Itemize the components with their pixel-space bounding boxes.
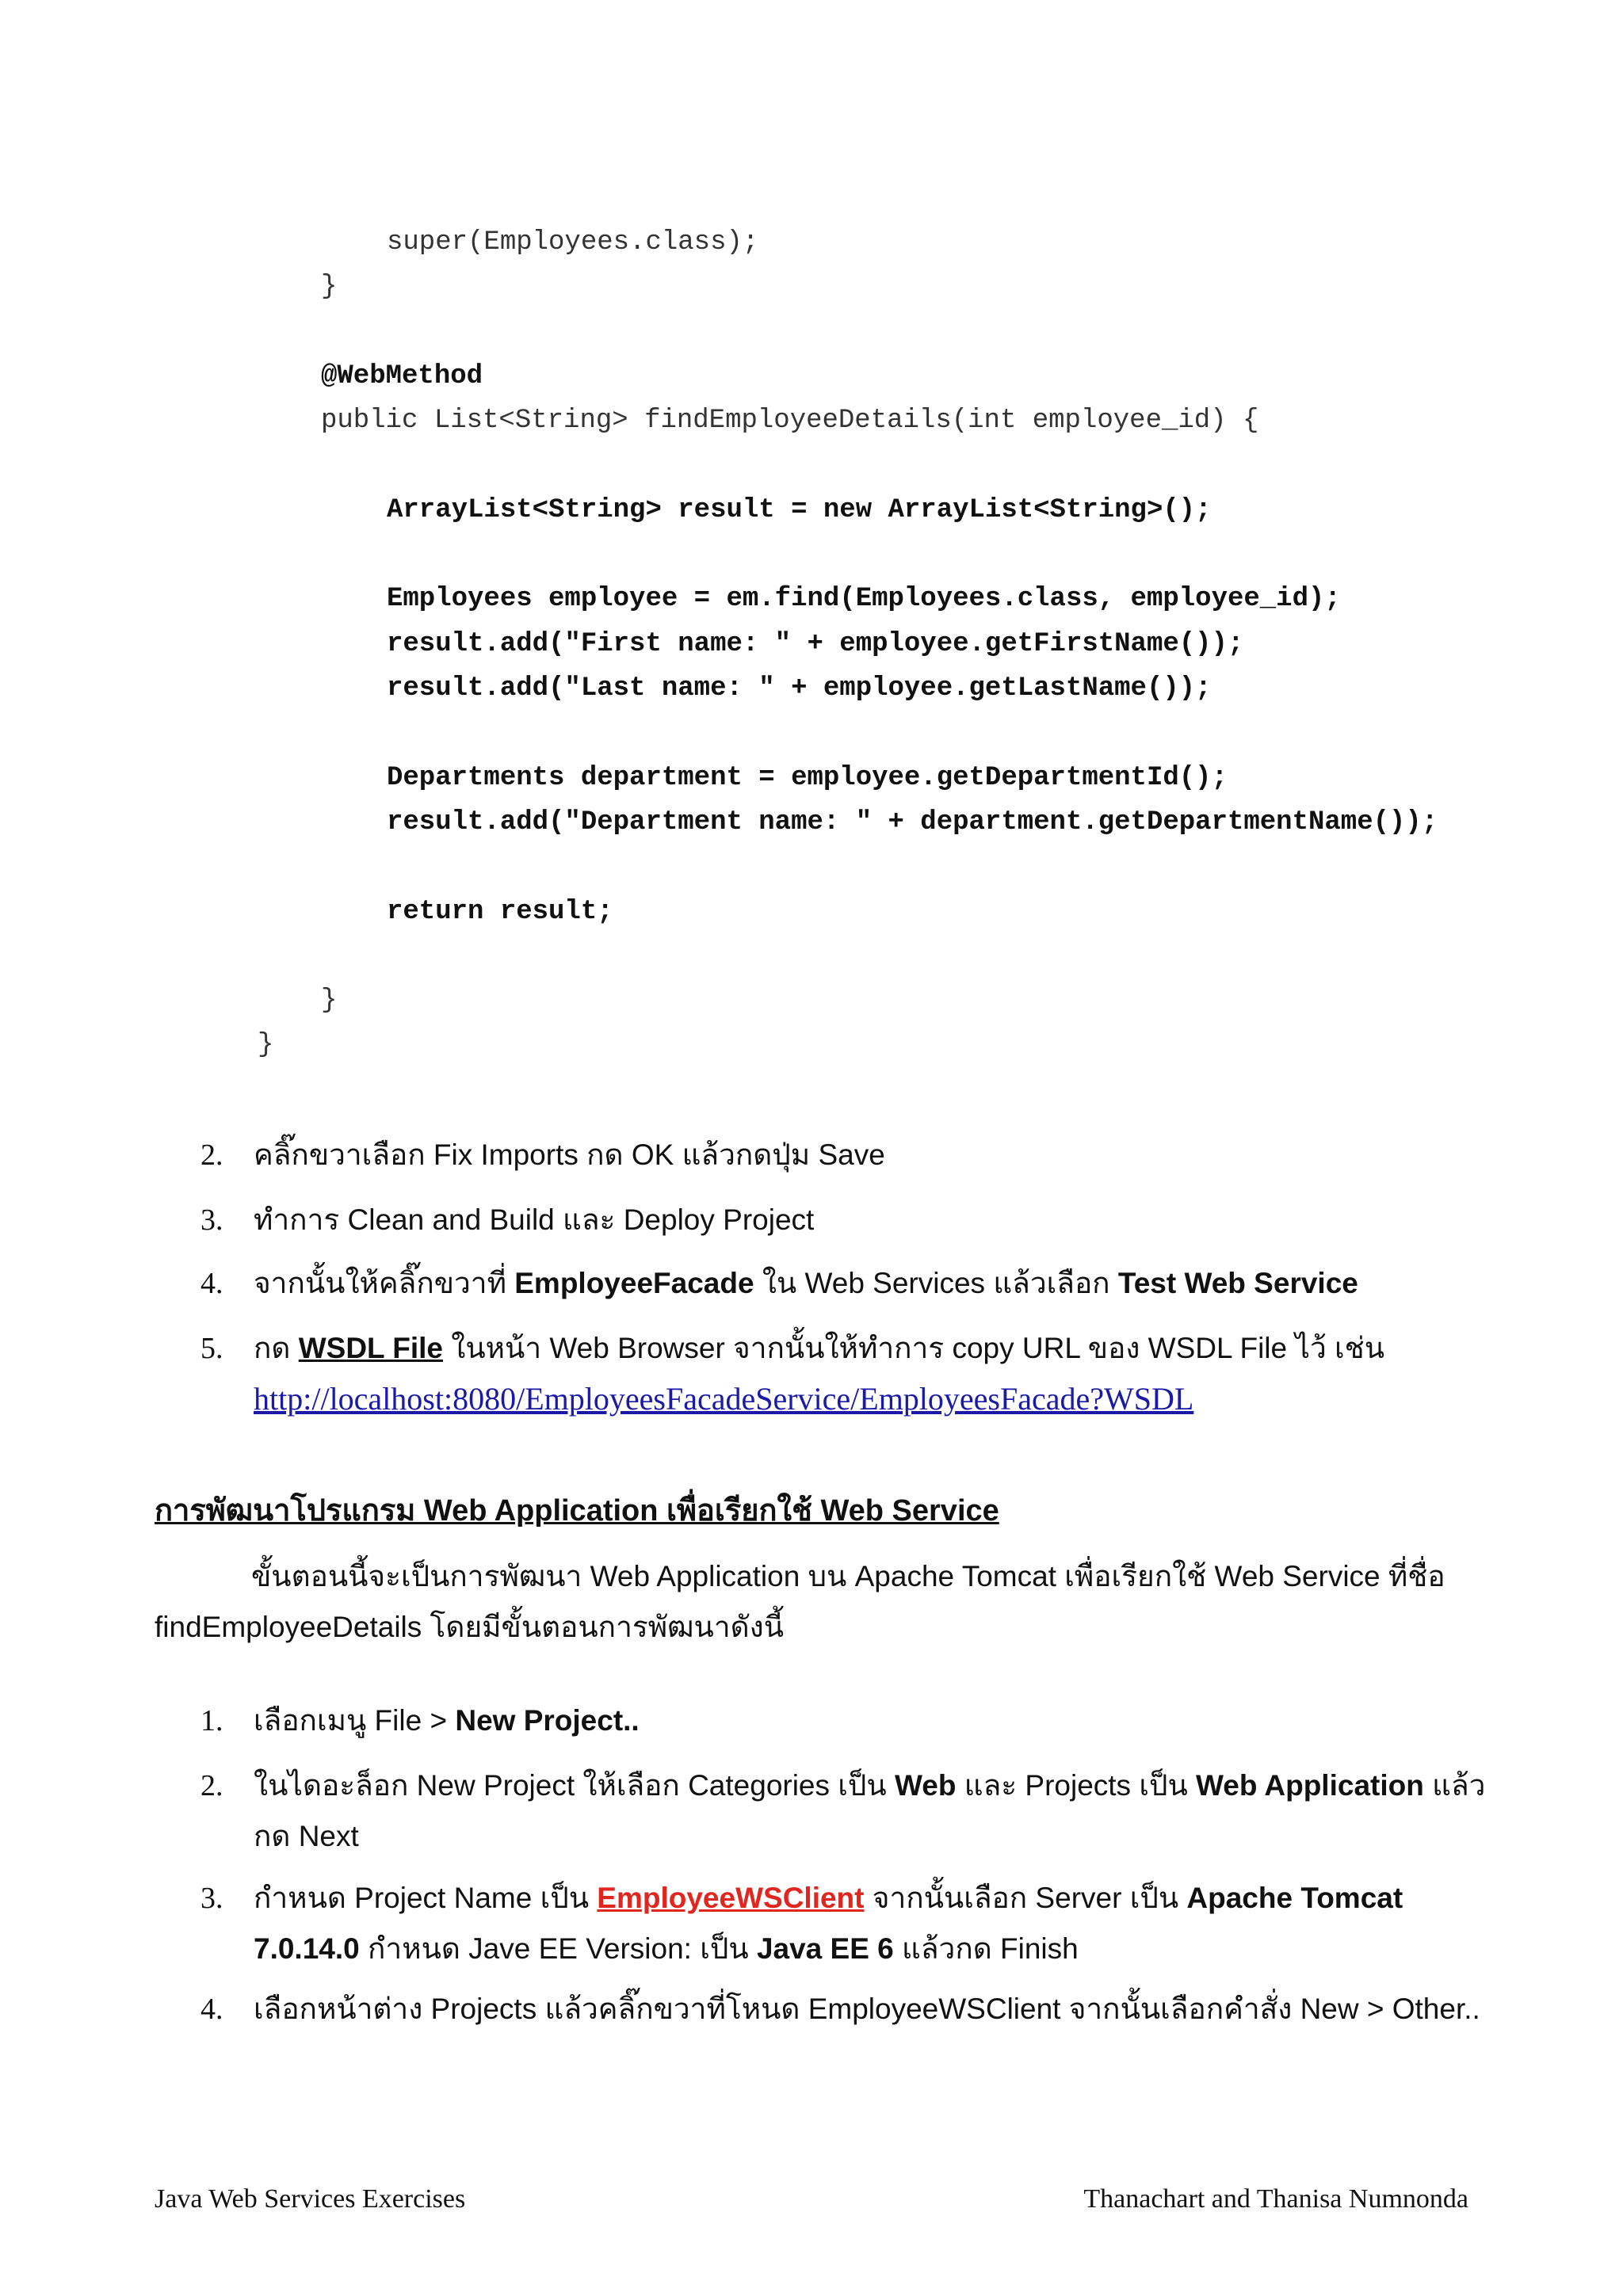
code-line: result.add("Last name: " + employee.getLastName()); — [387, 673, 1212, 704]
text-run: และ Projects เป็น — [956, 1769, 1197, 1802]
text-run: Web Application — [1196, 1769, 1424, 1802]
list-text — [254, 1258, 1506, 1309]
list-text — [254, 1984, 1506, 2035]
intro-line-1: ขั้นตอนนี้จะเป็นการพัฒนา Web Application บน Apache Tomcat เพื่อเรียกใช้ Web Service ที่ชื่อ — [251, 1560, 1445, 1592]
text-run: ในหน้า Web Browser จากนั้นให้ทำการ copy URL ของ WSDL File ไว้ เช่น — [443, 1332, 1385, 1364]
code-line: result.add("Department name: " + department.getDepartmentName()); — [387, 807, 1438, 837]
code-line: return result; — [387, 896, 613, 927]
text-run: จากนั้นให้คลิ๊กขวาที่ — [254, 1267, 515, 1299]
list-text — [254, 1130, 1506, 1180]
text-run: New Project.. — [455, 1704, 640, 1737]
list-text — [254, 1873, 1506, 1974]
list-number: 4. — [200, 1267, 223, 1300]
text-run: EmployeeWSClient — [597, 1882, 865, 1914]
wsdl-link[interactable]: http://localhost:8080/EmployeesFacadeService/EmployeesFacade?WSDL — [254, 1381, 1194, 1417]
list-text — [254, 1323, 1506, 1425]
code-line: } — [321, 986, 338, 1016]
list-number: 2. — [200, 1769, 223, 1802]
code-line: @WebMethod — [321, 360, 483, 391]
code-line: Employees employee = em.find(Employees.class, employee_id); — [387, 584, 1341, 615]
text-run: Apache Tomcat — [1186, 1882, 1403, 1914]
text-run: แล้ว — [1423, 1769, 1486, 1802]
list-number: 3. — [200, 1882, 223, 1915]
text-run: เลือกเมนู File > — [254, 1704, 456, 1737]
text-run: Web — [895, 1769, 957, 1802]
code-line: } — [258, 1030, 274, 1061]
footer-left: Java Web Services Exercises — [155, 2184, 466, 2214]
text-run: กำหนด Jave EE Version: เป็น — [359, 1932, 757, 1965]
text-run: ทำการ Clean and Build และ Deploy Project — [254, 1203, 815, 1236]
text-run: กด — [254, 1332, 299, 1364]
text-run: ในไดอะล็อก New Project ให้เลือก Categories เป็น — [254, 1769, 895, 1802]
text-run: 7.0.14.0 — [254, 1932, 360, 1965]
list-text — [254, 1195, 1506, 1245]
text-run: Test Web Service — [1117, 1267, 1358, 1299]
intro-paragraph — [155, 1551, 1502, 1653]
text-run: Java EE 6 — [756, 1932, 894, 1965]
intro-line-2: findEmployeeDetails โดยมีขั้นตอนการพัฒนาดังนี้ — [155, 1611, 784, 1643]
text-run: แล้วกด Finish — [893, 1932, 1079, 1965]
list-number: 4. — [200, 1993, 223, 2026]
text-run: WSDL File — [298, 1332, 443, 1364]
text-run: กำหนด Project Name เป็น — [254, 1882, 598, 1914]
list-number: 1. — [200, 1704, 223, 1737]
text-run: คลิ๊กขวาเลือก Fix Imports กด OK แล้วกดปุ่ม Save — [254, 1138, 885, 1171]
list-number: 5. — [200, 1332, 223, 1365]
text-run: กด Next — [254, 1820, 359, 1852]
text-run: ใน Web Services แล้วเลือก — [754, 1267, 1118, 1299]
text-run: EmployeeFacade — [514, 1267, 754, 1299]
code-line: result.add("First name: " + employee.getFirstName()); — [387, 628, 1244, 659]
list-text — [254, 1695, 1506, 1746]
section-heading: การพัฒนาโปรแกรม Web Application เพื่อเรียกใช้ Web Service — [155, 1494, 999, 1527]
code-line: } — [321, 272, 338, 303]
footer-right: Thanachart and Thanisa Numnonda — [1083, 2184, 1468, 2214]
text-run: จากนั้นเลือก Server เป็น — [864, 1882, 1187, 1914]
code-line: public List<String> findEmployeeDetails(int employee_id) { — [321, 406, 1259, 437]
list-number: 3. — [200, 1203, 223, 1237]
list-number: 2. — [200, 1138, 223, 1172]
list-text — [254, 1760, 1506, 1862]
code-line: super(Employees.class); — [387, 227, 759, 257]
text-run: เลือกหน้าต่าง Projects แล้วคลิ๊กขวาที่โหนด EmployeeWSClient จากนั้นเลือกคำสั่ง New > Other.. — [254, 1993, 1480, 2025]
code-line: ArrayList<String> result = new ArrayList<String>(); — [387, 494, 1212, 525]
code-line: Departments department = employee.getDepartmentId(); — [387, 762, 1228, 793]
